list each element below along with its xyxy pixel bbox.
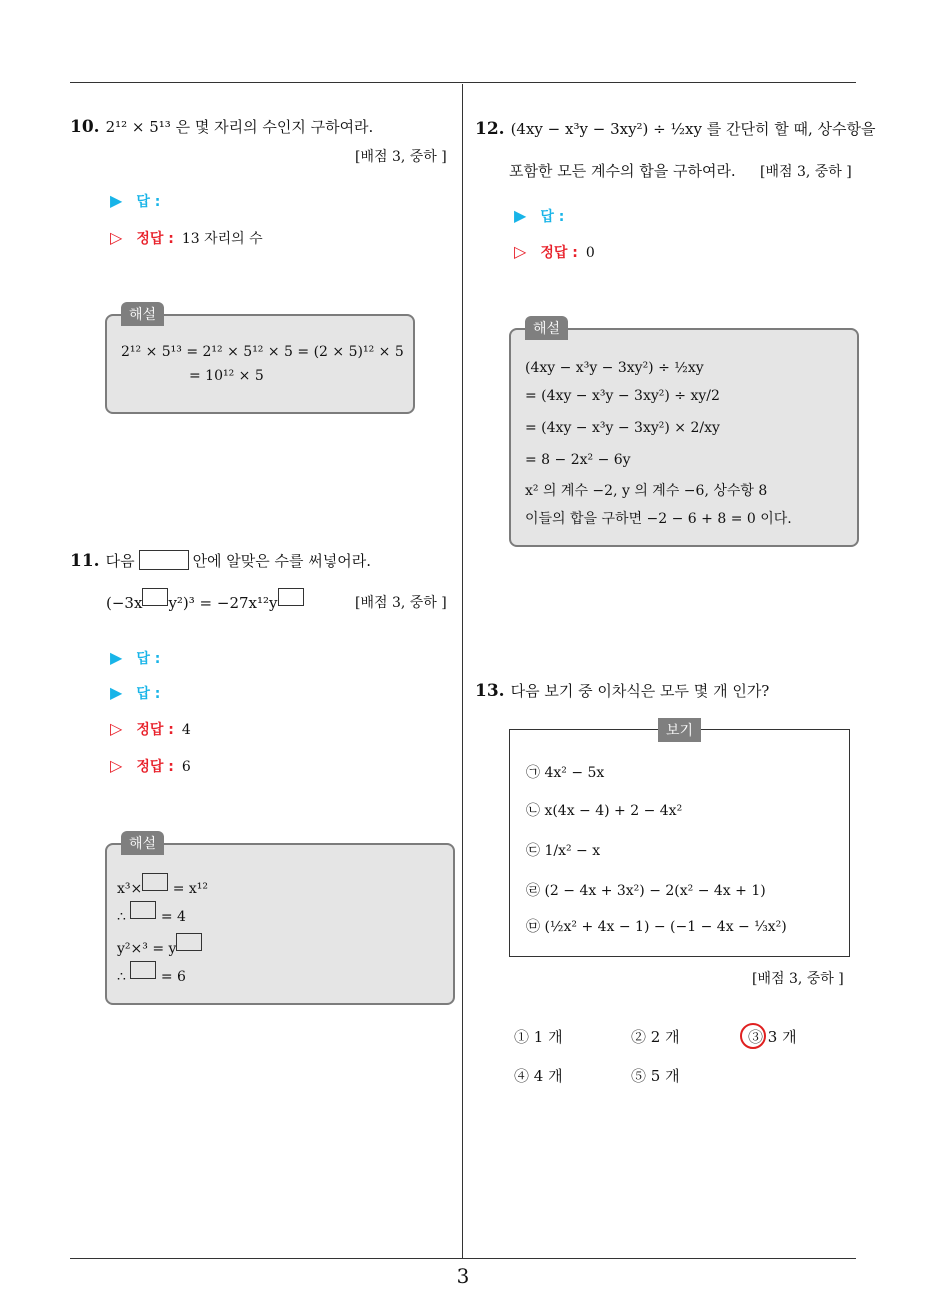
q12-question-line1: 12. (4xy − x³y − 3xy²) ÷ ½xy 를 간단히 할 때, 상수항을: [475, 119, 876, 139]
q13-score: [배점 3, 중하 ]: [752, 971, 844, 987]
q11-answer-field-2[interactable]: ▶ 답 :: [110, 683, 161, 702]
q11-correct-answer-1: ▷ 정답 : 4: [110, 719, 191, 738]
q10-explanation-box: [105, 307, 415, 414]
q12-score: [배점 3, 중하 ]: [760, 164, 852, 180]
q11-answer-field-1[interactable]: ▶ 답 :: [110, 648, 161, 667]
explanation-line: ∴ = 4: [117, 901, 186, 925]
correct-arrow-icon: ▷: [110, 756, 123, 775]
q11-equation: (−3x y²)³ = −27x¹²y: [106, 588, 304, 612]
q12-explanation-box: [509, 321, 859, 547]
q10-correct-answer: ▷ 정답 : 13 자리의 수: [110, 228, 263, 247]
q12-correct-answer: ▷ 정답 : 0: [514, 242, 595, 261]
explanation-line: y²×³ = y: [117, 933, 202, 957]
bogi-tag: 보기: [658, 718, 701, 742]
correct-arrow-icon: ▷: [110, 228, 123, 247]
choice-3[interactable]: ③ 3 개: [748, 1028, 797, 1046]
choice-4[interactable]: ④ 4 개: [514, 1067, 563, 1085]
explanation-line: = (4xy − x³y − 3xy²) ÷ xy/2: [525, 388, 720, 404]
bottom-rule: [70, 1258, 856, 1259]
answer-arrow-icon: ▶: [514, 206, 527, 225]
blank-box: [278, 588, 304, 606]
explanation-line: 2¹² × 5¹³ = 2¹² × 5¹² × 5 = (2 × 5)¹² × 5: [121, 344, 404, 360]
bogi-item: ㉠ 4x² − 5x: [526, 765, 605, 781]
explanation-line: ∴ = 6: [117, 961, 186, 985]
explanation-tag: 해설: [525, 316, 568, 340]
column-divider: [462, 84, 463, 1259]
answer-arrow-icon: ▶: [110, 648, 123, 667]
q11-question: 11. 다음 안에 알맞은 수를 써넣어라.: [70, 551, 372, 571]
q10-score: [배점 3, 중하 ]: [355, 149, 447, 165]
q12-answer-field[interactable]: ▶ 답 :: [514, 206, 565, 225]
q12-question-line2: 포함한 모든 계수의 합을 구하여라.: [509, 162, 736, 180]
q11-explanation-box: [105, 836, 455, 1005]
bogi-item: ㉡ x(4x − 4) + 2 − 4x²: [526, 803, 683, 819]
page-number: 3: [456, 1264, 470, 1288]
q11-correct-answer-2: ▷ 정답 : 6: [110, 756, 191, 775]
explanation-line: x³× = x¹²: [117, 873, 208, 897]
q10-question: 10. 2¹² × 5¹³ 은 몇 자리의 수인지 구하여라.: [70, 117, 374, 137]
answer-blank-box: [139, 550, 189, 570]
explanation-line: = 8 − 2x² − 6y: [525, 452, 631, 468]
blank-box: [142, 588, 168, 606]
answer-arrow-icon: ▶: [110, 191, 123, 210]
correct-arrow-icon: ▷: [514, 242, 527, 261]
choice-5[interactable]: ⑤ 5 개: [631, 1067, 680, 1085]
choice-2[interactable]: ② 2 개: [631, 1028, 680, 1046]
bogi-item: ㉤ (½x² + 4x − 1) − (−1 − 4x − ⅓x²): [526, 919, 787, 935]
top-rule: [70, 82, 856, 83]
explanation-line: (4xy − x³y − 3xy²) ÷ ½xy: [525, 360, 704, 376]
explanation-line: 이들의 합을 구하면 −2 − 6 + 8 = 0 이다.: [525, 511, 792, 527]
explanation-tag: 해설: [121, 831, 164, 855]
explanation-tag: 해설: [121, 302, 164, 326]
q11-score: [배점 3, 중하 ]: [355, 595, 447, 611]
answer-arrow-icon: ▶: [110, 683, 123, 702]
selected-circle-mark: [740, 1023, 766, 1049]
explanation-line: x² 의 계수 −2, y 의 계수 −6, 상수항 8: [525, 483, 768, 499]
choice-1[interactable]: ① 1 개: [514, 1028, 563, 1046]
bogi-item: ㉣ (2 − 4x + 3x²) − 2(x² − 4x + 1): [526, 883, 766, 899]
q13-bogi-box: [509, 723, 850, 957]
bogi-item: ㉢ 1/x² − x: [526, 843, 601, 859]
explanation-line: = (4xy − x³y − 3xy²) × 2/xy: [525, 420, 720, 436]
q10-answer-field[interactable]: ▶ 답 :: [110, 191, 161, 210]
explanation-line: = 10¹² × 5: [189, 368, 264, 384]
correct-arrow-icon: ▷: [110, 719, 123, 738]
q13-question: 13. 다음 보기 중 이차식은 모두 몇 개 인가?: [475, 681, 770, 701]
